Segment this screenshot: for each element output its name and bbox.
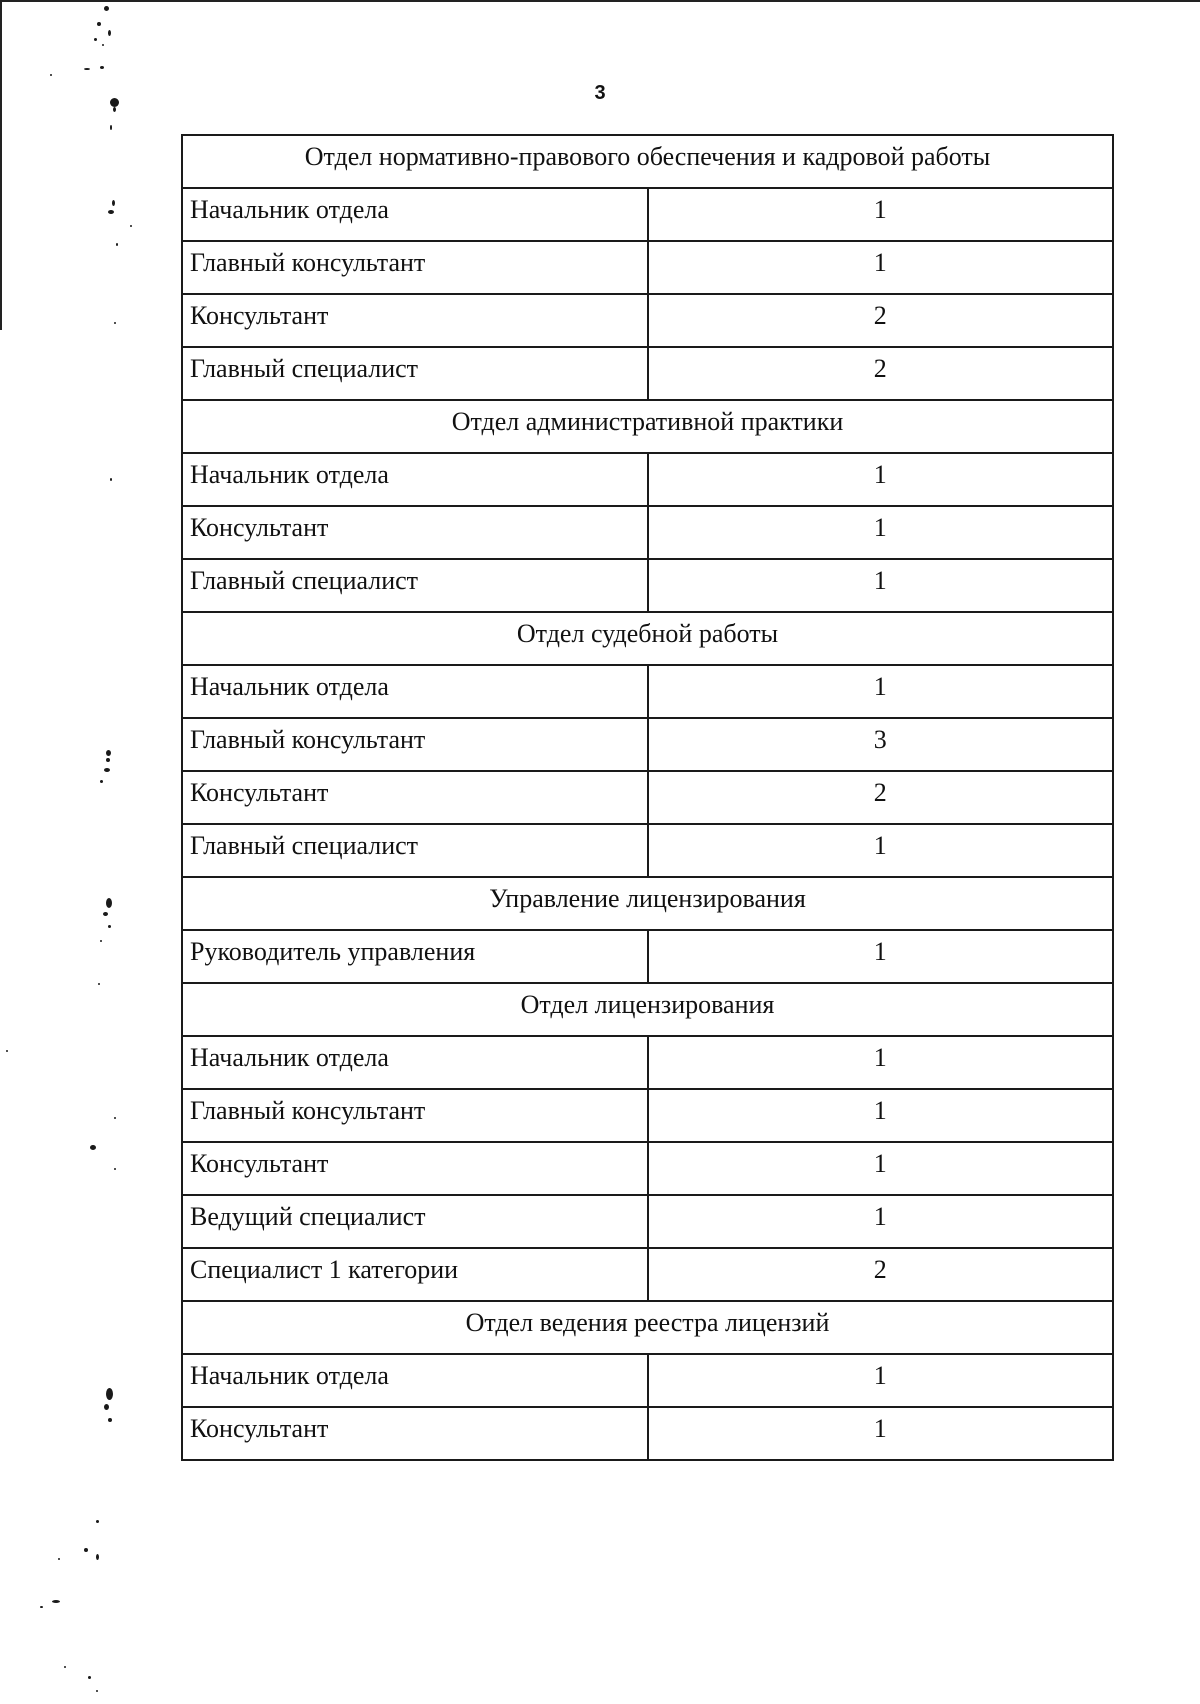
- position-cell: Главный консультант: [182, 718, 648, 771]
- table-row: [182, 1248, 1113, 1301]
- section-title: Отдел лицензирования: [182, 983, 1113, 1036]
- scan-top-edge: [0, 0, 1200, 2]
- position-cell: Начальник отдела: [182, 188, 648, 241]
- page-number: 3: [594, 82, 606, 104]
- table-row: [182, 1195, 1113, 1248]
- table-row: [182, 665, 1113, 718]
- table-row: [182, 241, 1113, 294]
- count-cell: 1: [648, 1195, 1114, 1248]
- count-cell: 1: [648, 1089, 1114, 1142]
- table-row: [182, 294, 1113, 347]
- table-row: [182, 1354, 1113, 1407]
- count-cell: 1: [648, 188, 1114, 241]
- table-row: [182, 1407, 1113, 1460]
- table-row: [182, 1089, 1113, 1142]
- count-cell: 2: [648, 347, 1114, 400]
- position-cell: Главный специалист: [182, 824, 648, 877]
- position-cell: Главный консультант: [182, 241, 648, 294]
- table-row: [182, 930, 1113, 983]
- table-row: [182, 347, 1113, 400]
- count-cell: 1: [648, 506, 1114, 559]
- count-cell: 1: [648, 824, 1114, 877]
- position-cell: Консультант: [182, 506, 648, 559]
- count-cell: 1: [648, 665, 1114, 718]
- section-title: Отдел ведения реестра лицензий: [182, 1301, 1113, 1354]
- count-cell: 1: [648, 1354, 1114, 1407]
- table-row: [182, 1142, 1113, 1195]
- position-cell: Руководитель управления: [182, 930, 648, 983]
- count-cell: 2: [648, 771, 1114, 824]
- staffing-table: [181, 134, 1114, 1461]
- count-cell: 1: [648, 930, 1114, 983]
- section-title: Управление лицензирования: [182, 877, 1113, 930]
- count-cell: 1: [648, 1036, 1114, 1089]
- count-cell: 1: [648, 1142, 1114, 1195]
- section-header-row: [182, 1301, 1113, 1354]
- table-row: [182, 718, 1113, 771]
- position-cell: Ведущий специалист: [182, 1195, 648, 1248]
- section-header-row: [182, 135, 1113, 188]
- section-title: Отдел административной практики: [182, 400, 1113, 453]
- table-row: [182, 1036, 1113, 1089]
- section-header-row: [182, 983, 1113, 1036]
- count-cell: 1: [648, 1407, 1114, 1460]
- table-row: [182, 824, 1113, 877]
- section-title: Отдел судебной работы: [182, 612, 1113, 665]
- count-cell: 2: [648, 1248, 1114, 1301]
- position-cell: Консультант: [182, 1142, 648, 1195]
- section-header-row: [182, 612, 1113, 665]
- position-cell: Консультант: [182, 771, 648, 824]
- position-cell: Начальник отдела: [182, 453, 648, 506]
- scan-left-edge: [0, 0, 2, 330]
- section-title: Отдел нормативно-правового обеспечения и кадровой работы: [182, 135, 1113, 188]
- table-row: [182, 188, 1113, 241]
- count-cell: 1: [648, 241, 1114, 294]
- table-row: [182, 771, 1113, 824]
- position-cell: Специалист 1 категории: [182, 1248, 648, 1301]
- table-row: [182, 506, 1113, 559]
- position-cell: Начальник отдела: [182, 665, 648, 718]
- position-cell: Консультант: [182, 294, 648, 347]
- position-cell: Главный специалист: [182, 347, 648, 400]
- position-cell: Главный консультант: [182, 1089, 648, 1142]
- count-cell: 2: [648, 294, 1114, 347]
- section-header-row: [182, 877, 1113, 930]
- count-cell: 3: [648, 718, 1114, 771]
- section-header-row: [182, 400, 1113, 453]
- position-cell: Главный специалист: [182, 559, 648, 612]
- position-cell: Консультант: [182, 1407, 648, 1460]
- position-cell: Начальник отдела: [182, 1036, 648, 1089]
- count-cell: 1: [648, 453, 1114, 506]
- staffing-table-body: [182, 135, 1113, 1460]
- count-cell: 1: [648, 559, 1114, 612]
- table-row: [182, 453, 1113, 506]
- position-cell: Начальник отдела: [182, 1354, 648, 1407]
- table-row: [182, 559, 1113, 612]
